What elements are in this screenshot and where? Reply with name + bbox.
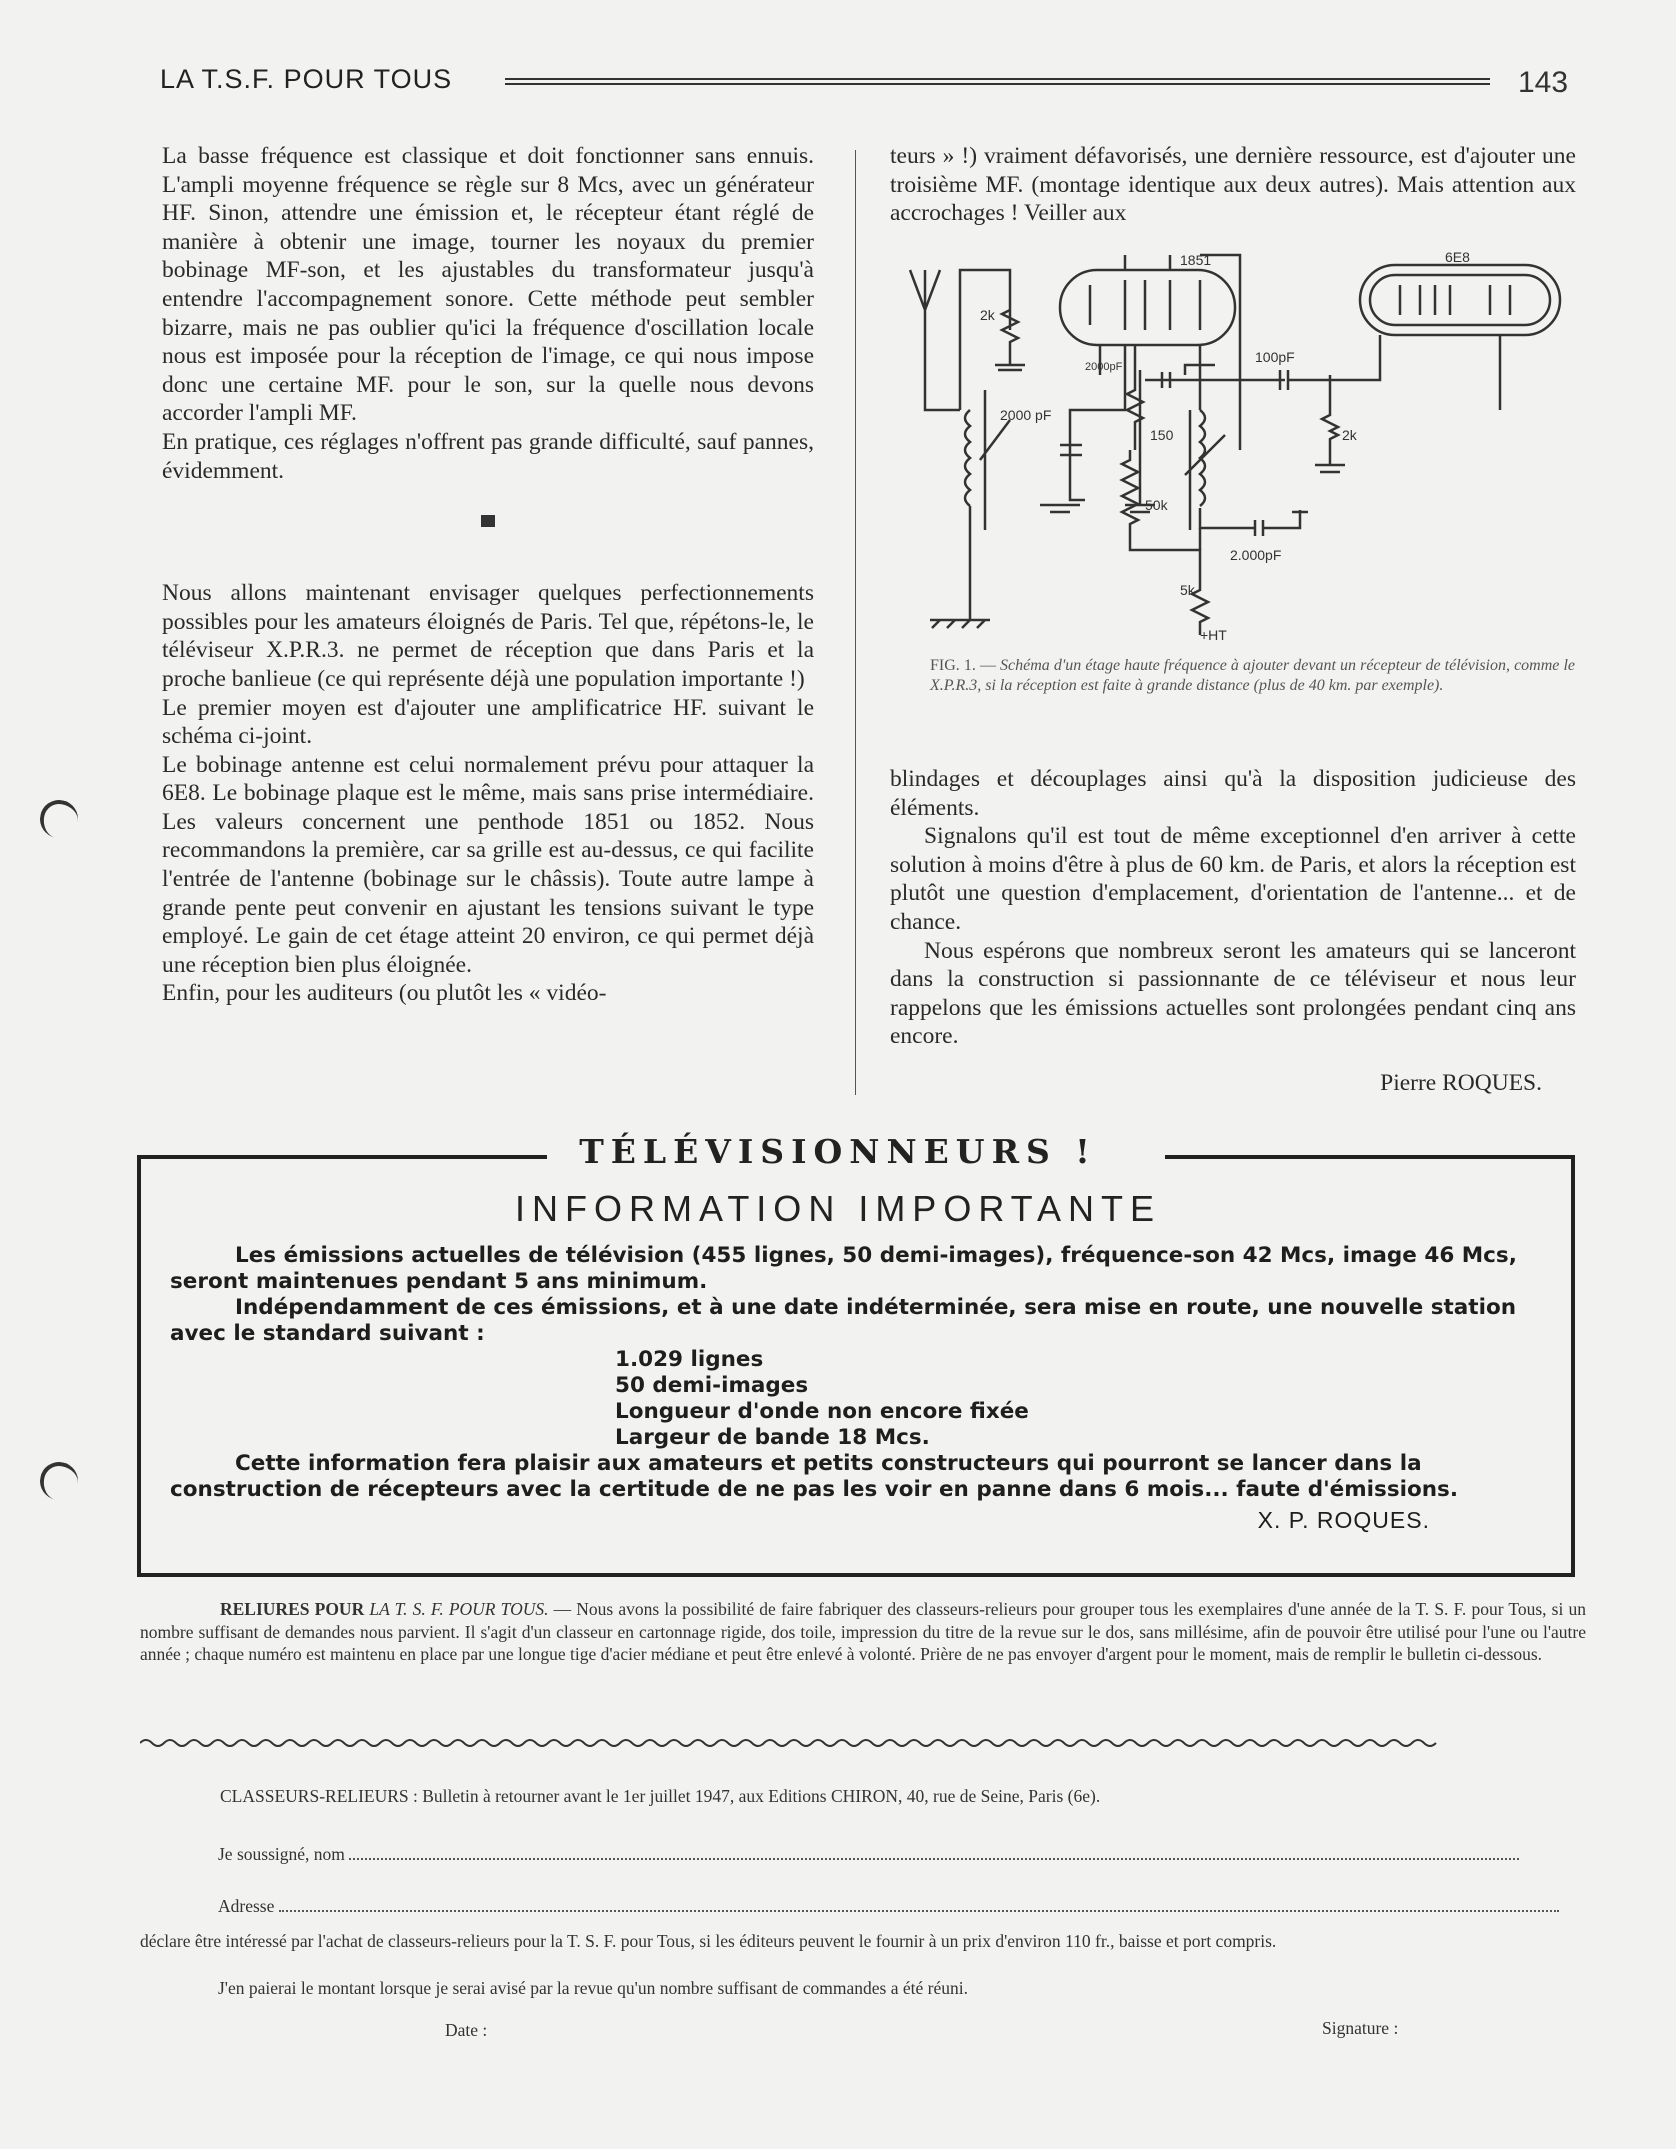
date-label[interactable]: Date :	[445, 2020, 488, 2040]
paragraph: Signalons qu'il est tout de même exceptionnel d'en arriver à cette solution à moins d'être à plus de 60 km. de Paris, et alors la réception est plutôt une question d'emplacement, d'orientation de l'antenne... et de chance.	[890, 823, 1576, 935]
right-column	[890, 765, 1576, 1098]
resistor-2k	[960, 270, 1018, 410]
label-150: 150	[1150, 427, 1174, 443]
name-label: Je soussigné, nom	[218, 1844, 345, 1864]
name-dotted-line[interactable]	[349, 1846, 1519, 1860]
plate-coil	[1185, 410, 1225, 530]
spec-item: Largeur de bande 18 Mcs.	[615, 1425, 930, 1450]
punch-hole	[37, 1459, 81, 1503]
label-1851: 1851	[1180, 252, 1212, 268]
name-field[interactable]	[218, 1844, 1588, 1865]
paragraph: Nous allons maintenant envisager quelques perfectionnements possibles pour les amateurs éloignés de Paris. Tel que, répétons-le, le téléviseur X.P.R.3. ne permet de réception que dans Paris et la proche banlieue (ce qui représente déjà une population importante !)	[162, 580, 814, 692]
reliures-lead: RELIURES POUR	[220, 1599, 365, 1619]
paragraph: Le premier moyen est d'ajouter une amplificatrice HF. suivant le schéma ci-joint.	[162, 694, 814, 750]
bulletin-payment: J'en paierai le montant lorsque je serai avisé par la revue qu'un nombre suffisant de commandes a été réuni.	[218, 1978, 968, 1998]
antenna-symbol	[910, 270, 960, 410]
resistors	[1122, 450, 1208, 635]
label-2000pf-decoupling: 2.000pF	[1230, 547, 1282, 563]
label-50k: 50k	[1145, 497, 1168, 513]
paragraph: Enfin, pour les auditeurs (ou plutôt les « vidéo-	[162, 980, 607, 1007]
paragraph: blindages et découplages ainsi qu'à la disposition judicieuse des éléments.	[890, 766, 1576, 821]
running-title: LA T.S.F. POUR TOUS	[160, 64, 453, 94]
reliures-paragraph	[140, 1598, 1586, 1666]
column-divider	[855, 150, 856, 1095]
notice-signature: X. P. ROQUES.	[1257, 1507, 1430, 1533]
label-6E8: 6E8	[1445, 250, 1470, 265]
signature-label[interactable]: Signature :	[1322, 2018, 1399, 2038]
header-rule	[505, 78, 1490, 85]
spec-item: 50 demi-images	[615, 1373, 809, 1398]
spec-item: 1.029 lignes	[615, 1347, 764, 1372]
punch-hole	[37, 797, 81, 841]
caption-label: FIG. 1. —	[930, 657, 996, 674]
wiring	[1320, 335, 1500, 410]
section-separator	[481, 515, 495, 527]
paragraph: La basse fréquence est classique et doit fonctionner sans ennuis. L'ampli moyenne fréquence se règle sur 8 Mcs, avec un générateur HF. Sinon, attendre une émission et, le récepteur étant réglé de manière à obtenir une image, tourner les noyaux du premier bobinage MF-son, et les ajustables du transformateur jusqu'à entendre l'accompagnement sonore. Cette méthode peut sembler bizarre, mais ne pas oublier qu'ici la fréquence d'oscillation locale nous est imposée pour la réception de l'image, ce qui nous impose donc une certaine MF. pour le son, sur la quelle nous devons accorder l'ampli MF.	[162, 143, 814, 427]
paragraph: Le bobinage antenne est celui normalement prévu pour attaquer la 6E8. Le bobinage plaque est le même, mais sans prise intermédiaire. Les valeurs concernent une penthode 1851 ou 1852. Nous recommandons la première, car sa grille est au-dessus, ce qui facilite l'entrée de l'antenne (bobinage sur le châssis). Toute autre lampe à grande pente peut convenir en ajustant les tensions suivant le type employé. Le gain de cet étage atteint 20 environ, ce qui permet déjà une réception bien plus éloignée.	[162, 751, 814, 978]
notice-body	[170, 1243, 1550, 1533]
ground	[930, 506, 990, 628]
antenna-coil	[965, 410, 970, 506]
notice-subtitle: INFORMATION IMPORTANTE	[515, 1188, 1161, 1229]
label-2k: 2k	[980, 307, 995, 323]
page-number: 143	[1518, 66, 1569, 99]
label-ht: +HT	[1200, 627, 1227, 643]
paragraph: Nous espérons que nombreux seront les amateurs qui se lanceront dans la construction si passionnante de ce téléviseur et nous leur rappelons que les émissions actuelles sont prolongées pendant cinq ans encore.	[890, 937, 1576, 1050]
caption-text: Schéma d'un étage haute fréquence à ajouter devant un récepteur de télévision, comme le X.P.R.3, si la réception est faite à grande distance (plus de 40 km. par exemple).	[930, 657, 1576, 694]
left-column	[162, 142, 814, 1008]
reliures-lead-title: LA T. S. F. POUR TOUS.	[369, 1599, 549, 1619]
right-column-top: teurs » !) vraiment défavorisés, une dernière ressource, est d'ajouter une troisième MF. (montage identique aux deux autres). Mais attention aux accrochages ! Veiller aux	[890, 143, 1576, 227]
author-signature: Pierre ROQUES.	[1380, 1069, 1542, 1096]
wavy-cut-line	[140, 1735, 1586, 1751]
tube-1851	[1060, 270, 1235, 345]
paragraph: En pratique, ces réglages n'offrent pas grande difficulté, sauf pannes, évidemment.	[162, 428, 814, 484]
address-label: Adresse	[218, 1896, 275, 1916]
circuit-diagram	[900, 250, 1580, 650]
label-2000pf: 2000pF	[1085, 361, 1123, 373]
bulletin-declaration: déclare être intéressé par l'achat de classeurs-relieurs pour la T. S. F. pour Tous, si les éditeurs peuvent le fournir à un prix d'environ 110 fr., baisse et port compris.	[140, 1931, 1277, 1951]
spec-item: Longueur d'onde non encore fixée	[615, 1399, 1029, 1424]
label-100pf: 100pF	[1255, 349, 1295, 365]
notice-paragraph: Cette information fera plaisir aux amateurs et petits constructeurs qui pourront se lancer dans la construction de récepteurs avec la certitude de ne pas les voir en panne dans 6 mois... faute d'émissions.	[170, 1451, 1459, 1502]
notice-paragraph: Indépendamment de ces émissions, et à une date indéterminée, sera mise en route, une nouvelle station avec le standard suivant :	[170, 1295, 1517, 1346]
figure-caption	[930, 656, 1575, 696]
label-2000-pf: 2000 pF	[1000, 407, 1052, 423]
address-dotted-line[interactable]	[279, 1898, 1559, 1912]
bulletin-heading: CLASSEURS-RELIEURS : Bulletin à retourner avant le 1er juillet 1947, aux Editions CHIRON, 40, rue de Seine, Paris (6e).	[220, 1786, 1101, 1806]
label-2k-plate: 2k	[1342, 427, 1357, 443]
notice-paragraph: Les émissions actuelles de télévision (455 lignes, 50 demi-images), fréquence-son 42 Mcs, image 46 Mcs, seront maintenues pendant 5 ans minimum.	[170, 1243, 1517, 1294]
address-field[interactable]	[218, 1896, 1588, 1917]
reliures-text: — Nous avons la possibilité de faire fabriquer des classeurs-relieurs pour grouper tous les exemplaires d'une année de la T. S. F. pour Tous, si un nombre suffisant de demandes nous parvient. Il s'agit d'un classeur en cartonnage rigide, dos toile, impression du titre de la revue sur le dos, sans millésime, afin de pouvoir être utilisé pour l'une ou l'autre année ; chaque numéro est maintenu en place par une longue tige d'acier médiane et peut être enlevé à volonté. Prière de ne pas envoyer d'argent pour le moment, mais de remplir le bulletin ci-dessous.	[140, 1599, 1587, 1664]
notice-title: TÉLÉVISIONNEURS !	[579, 1132, 1097, 1171]
label-5k: 5k	[1180, 582, 1195, 598]
